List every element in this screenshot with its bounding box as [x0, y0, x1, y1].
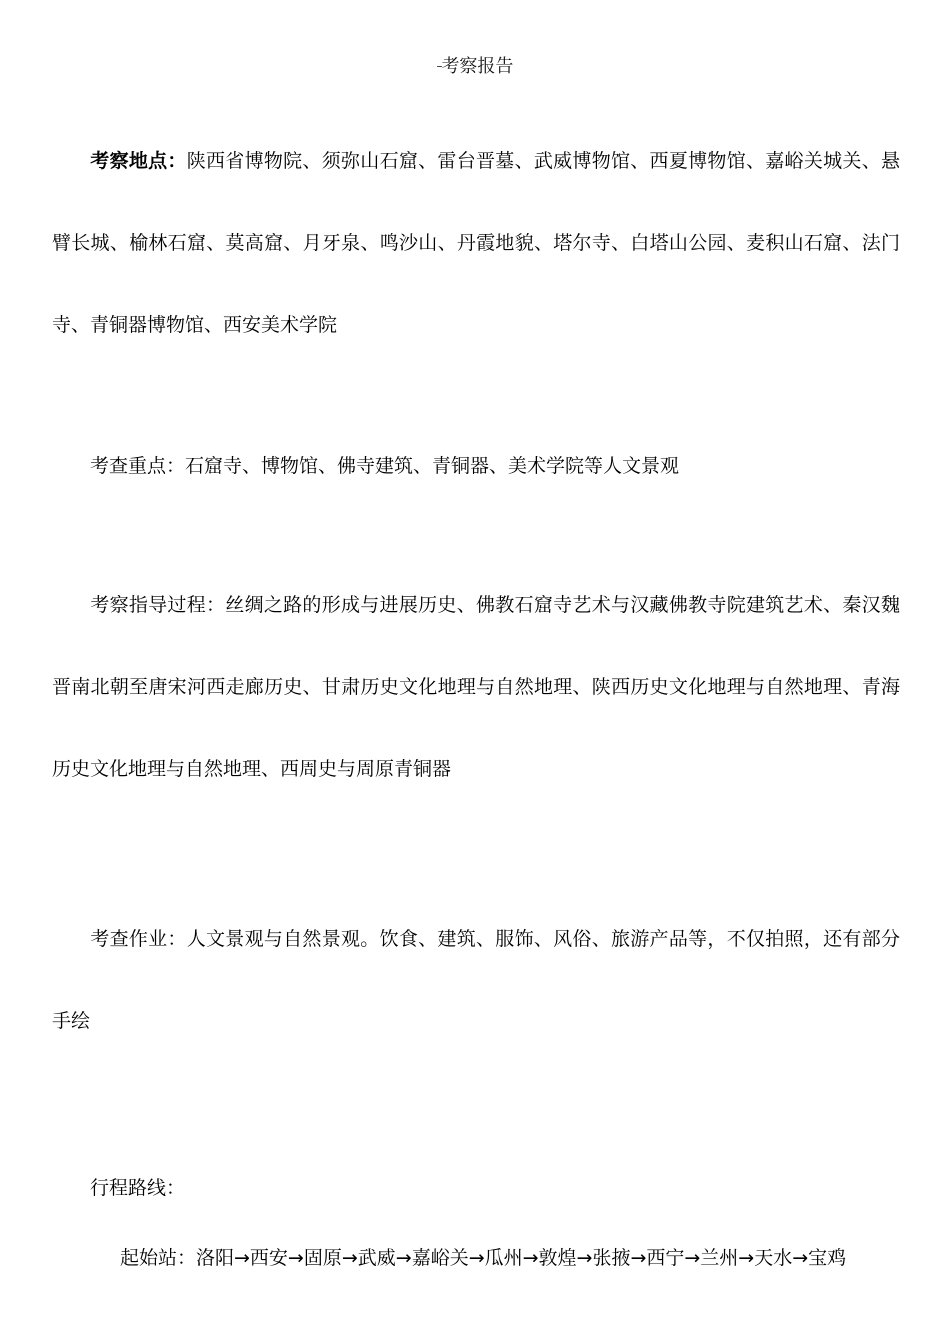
itinerary-paragraph [52, 1147, 900, 1229]
route-text: 洛阳→西安→固原→武威→嘉峪关→瓜州→敦煌→张掖→西宁→兰州→天水→宝鸡 [196, 1247, 847, 1269]
focus-text: 石窟寺、博物馆、佛寺建筑、青铜器、美术学院等人文景观 [185, 455, 680, 477]
focus-paragraph [52, 425, 900, 507]
route-label: 起始站： [120, 1247, 197, 1269]
guidance-paragraph [52, 564, 900, 810]
homework-text: 人文景观与自然景观。饮食、建筑、服饰、风俗、旅游产品等，不仅拍照，还有部分手绘 [52, 928, 900, 1032]
header-title: 考察报告 [441, 56, 514, 77]
route-line [120, 1238, 846, 1278]
location-text: 陕西省博物院、须弥山石窟、雷台晋墓、武威博物馆、西夏博物馆、嘉峪关城关、悬臂长城、榆林石窟、莫高窟、月牙泉、鸣沙山、丹霞地貌、塔尔寺、白塔山公园、麦积山石窟、法门寺、青铜器博物馆、西安美术学院 [52, 150, 900, 336]
itinerary-label: 行程路线： [90, 1177, 186, 1199]
homework-paragraph [52, 898, 900, 1062]
guidance-text: 丝绸之路的形成与进展历史、佛教石窟寺艺术与汉藏佛教寺院建筑艺术、秦汉魏晋南北朝至唐宋河西走廊历史、甘肃历史文化地理与自然地理、陕西历史文化地理与自然地理、青海历史文化地理与自然地理、西周史与周原青铜器 [52, 594, 900, 780]
homework-label: 考查作业： [90, 928, 187, 950]
focus-label: 考查重点： [90, 455, 186, 477]
guidance-label: 考察指导过程： [90, 594, 226, 616]
location-paragraph [52, 120, 900, 366]
location-label: 考察地点： [90, 150, 187, 172]
header-dash: -- [436, 61, 442, 73]
document-header [0, 52, 950, 78]
